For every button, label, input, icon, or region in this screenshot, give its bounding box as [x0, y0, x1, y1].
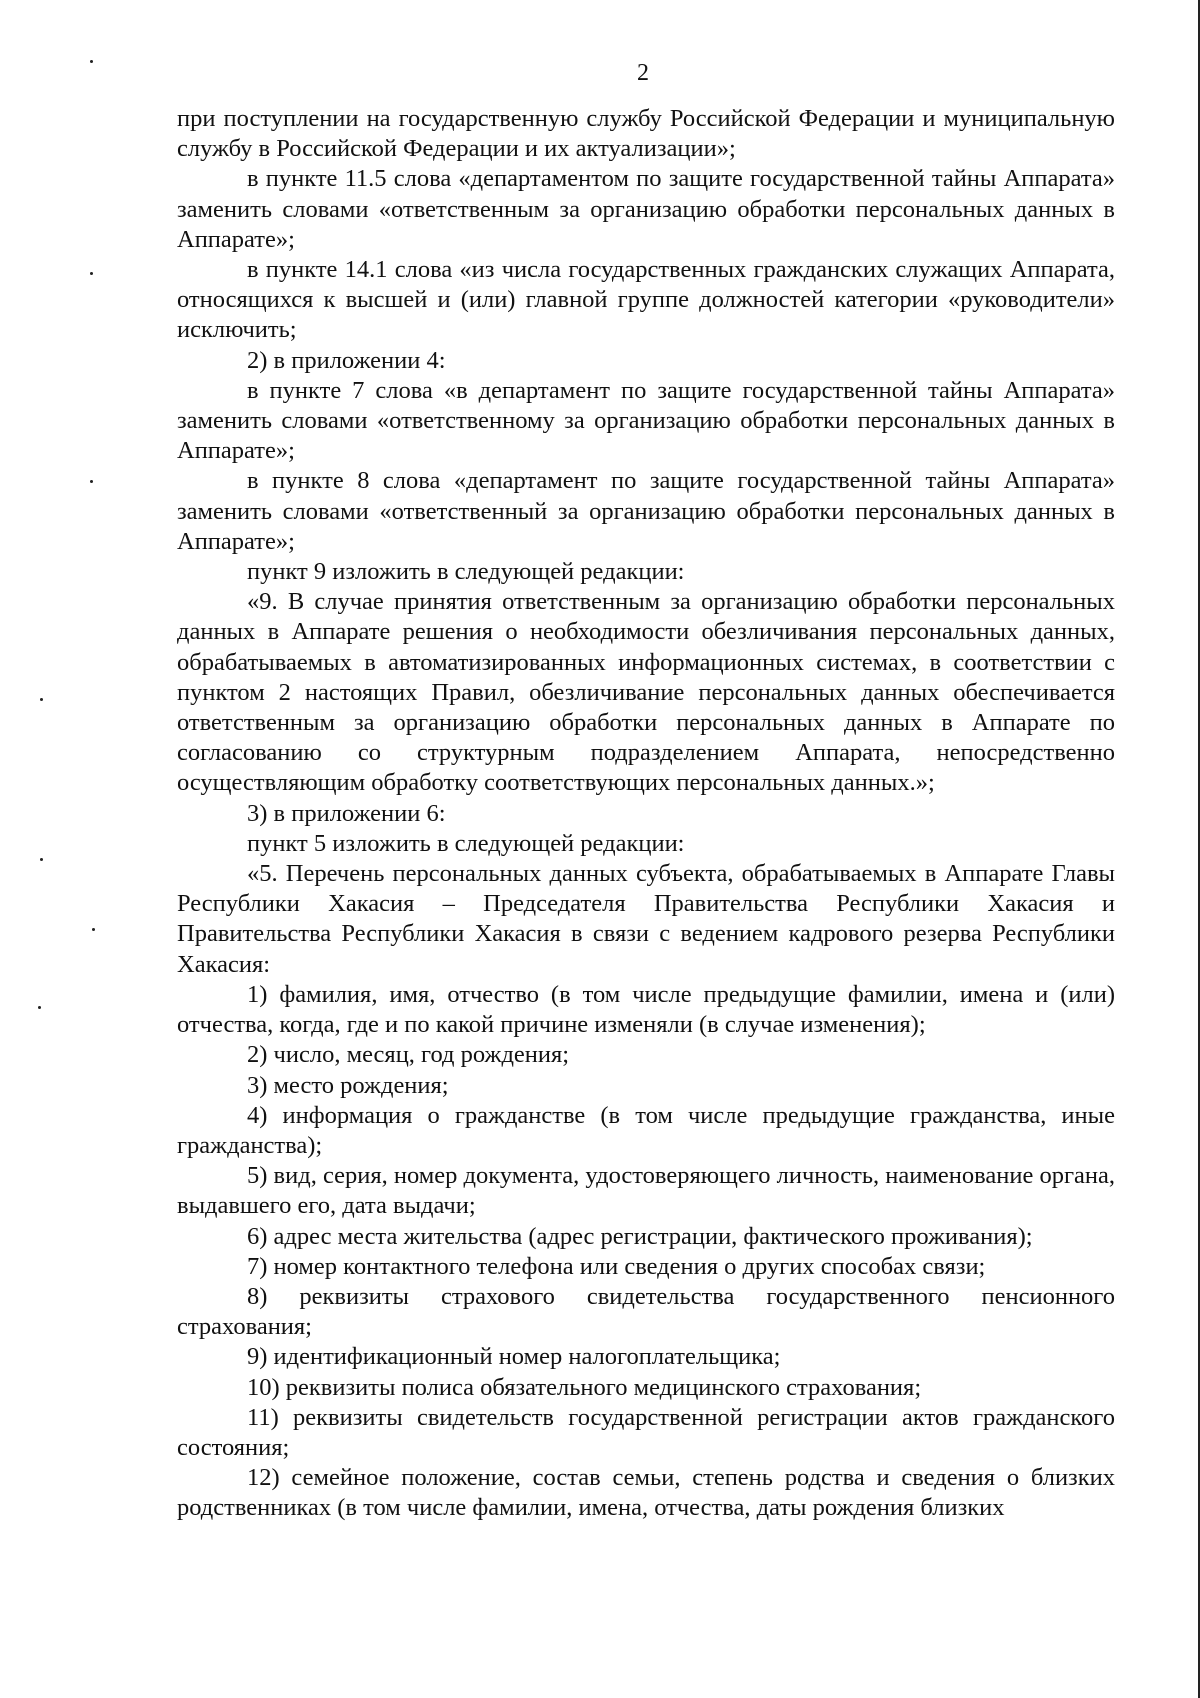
list-item-2: 2) число, месяц, год рождения;	[247, 1041, 570, 1069]
paragraph-item-5-intro: пункт 5 изложить в следующей редакции:	[247, 829, 685, 857]
list-item-8: 8) реквизиты страхового свидетельства государственного пенсионного страхования;	[177, 1282, 1115, 1341]
scan-speck	[90, 480, 93, 483]
paragraph-continuation: при поступлении на государственную службу Российской Федерации и муниципальную службу в Российской Федерации и их актуализации»;	[177, 105, 1115, 163]
list-item-4: 4) информация о гражданстве (в том числе предыдущие гражданства, иные гражданства);	[177, 1101, 1115, 1159]
scan-speck	[92, 928, 95, 931]
list-item-10: 10) реквизиты полиса обязательного медицинского страхования;	[247, 1373, 922, 1401]
paragraph-item-11-5: в пункте 11.5 слова «департаментом по защите государственной тайны Аппарата» заменить словами «ответственным за организацию обработки персональных данных в Аппарате»;	[177, 165, 1115, 253]
paragraph-item-9-intro: пункт 9 изложить в следующей редакции:	[247, 558, 685, 586]
scan-speck	[38, 1006, 41, 1009]
list-item-11: 11) реквизиты свидетельств государственной регистрации актов гражданского состояния;	[177, 1403, 1115, 1461]
scan-speck	[40, 698, 43, 701]
list-item-3: 3) место рождения;	[247, 1071, 449, 1099]
list-item-9: 9) идентификационный номер налогоплательщика;	[247, 1343, 781, 1371]
paragraph-item-9-text: «9. В случае принятия ответственным за организацию обработки персональных данных в Аппарате решения о необходимости обезличивания персональных данных, обрабатываемых в автоматизированных информационных системах, в соответствии с пунктом 2 настоящих Правил, обезличивание персональных данных обеспечивается ответственным за организацию обработки персональных данных в Аппарате по согласованию со структурным подразделением Аппарата, непосредственно осуществляющим обработку соответствующих персональных данных.»;	[177, 588, 1115, 797]
paragraph-item-8: в пункте 8 слова «департамент по защите государственной тайны Аппарата» заменить словами «ответственный за организацию обработки персональных данных в Аппарате»;	[177, 467, 1115, 555]
paragraph-item-5-text: «5. Перечень персональных данных субъекта, обрабатываемых в Аппарате Главы Республики Хакасия – Председателя Правительства Республики Хакасия и Правительства Республики Хакасия в связи с ведением кадрового резерва Республики Хакасия:	[177, 860, 1115, 978]
scan-speck	[90, 60, 93, 63]
scan-speck	[40, 858, 43, 861]
paragraph-annex-4: 2) в приложении 4:	[247, 346, 446, 374]
page-number: 2	[637, 60, 649, 86]
list-item-6: 6) адрес места жительства (адрес регистрации, фактического проживания);	[247, 1222, 1033, 1250]
list-item-5: 5) вид, серия, номер документа, удостоверяющего личность, наименование органа, выдавшего его, дата выдачи;	[177, 1162, 1115, 1220]
list-item-7: 7) номер контактного телефона или сведения о других способах связи;	[247, 1252, 986, 1280]
list-item-1: 1) фамилия, имя, отчество (в том числе предыдущие фамилии, имена и (или) отчества, когда, где и по какой причине изменяли (в случае изменения);	[177, 980, 1115, 1039]
scan-speck	[90, 272, 93, 275]
paragraph-item-7: в пункте 7 слова «в департамент по защите государственной тайны Аппарата» заменить словами «ответственному за организацию обработки персональных данных в Аппарате»;	[177, 376, 1115, 465]
paragraph-annex-6: 3) в приложении 6:	[247, 799, 446, 827]
paragraph-item-14-1: в пункте 14.1 слова «из числа государственных гражданских служащих Аппарата, относящихся к высшей и (или) главной группе должностей категории «руководители» исключить;	[177, 256, 1115, 344]
document-body	[177, 104, 1115, 1524]
list-item-12: 12) семейное положение, состав семьи, степень родства и сведения о близких родственниках (в том числе фамилии, имена, отчества, даты рождения близких	[177, 1464, 1115, 1522]
